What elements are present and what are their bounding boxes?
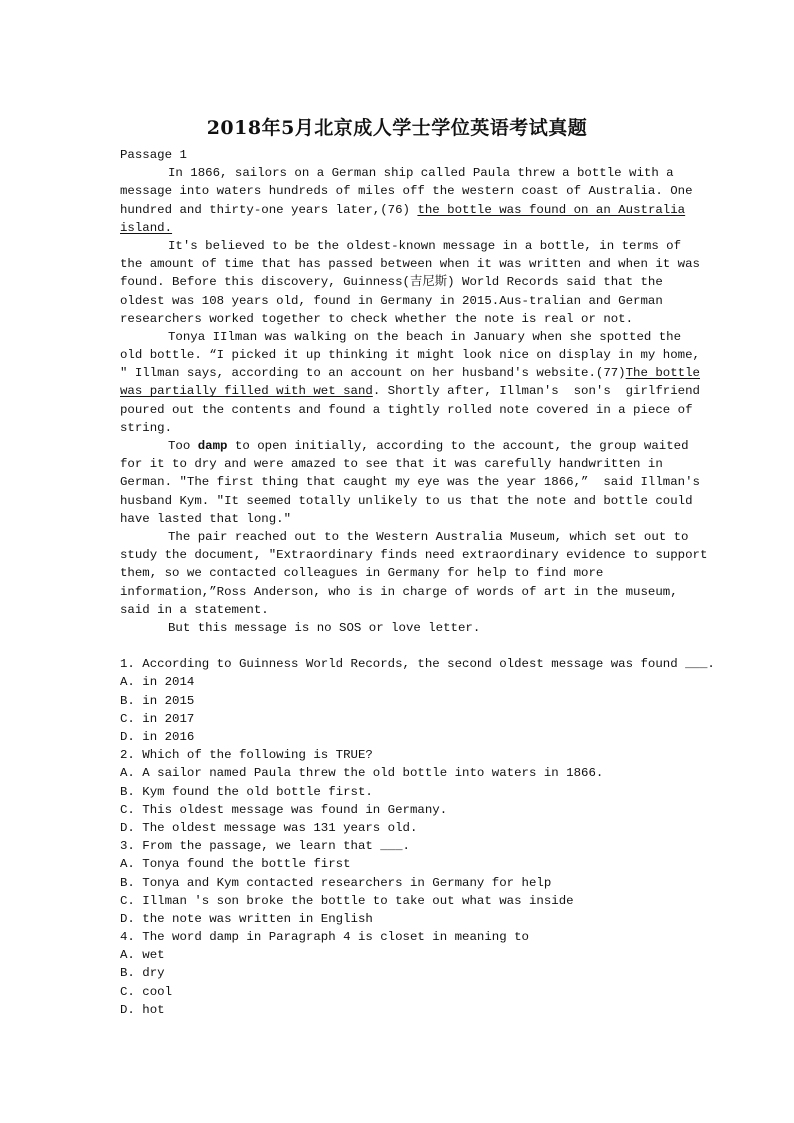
option-d: D. the note was written in English <box>120 911 373 926</box>
option-a: A. Tonya found the bottle first <box>120 857 351 872</box>
text-line <box>120 364 700 382</box>
paragraph-4 <box>120 437 700 528</box>
text-line: message into waters hundreds of miles off the western coast of Australia. One <box>120 184 693 199</box>
text-line: said in a statement. <box>120 602 269 617</box>
text-line: German. "The first thing that caught my eye was the year 1866,” said Illman's <box>120 475 700 490</box>
text-line <box>120 201 686 219</box>
option-d: D. The oldest message was 131 years old. <box>120 820 418 835</box>
text-line: oldest was 108 years old, found in Germany in 2015.Aus-tralian and German <box>120 293 663 308</box>
text-line: old bottle. “I picked it up thinking it might look nice on display in my home, <box>120 348 700 363</box>
paragraph-6 <box>120 619 680 637</box>
question-1 <box>120 655 715 746</box>
option-d: D. in 2016 <box>120 730 195 744</box>
question-stem: 2. Which of the following is TRUE? <box>120 748 373 763</box>
text-line: found. Before this discovery, Guinness(吉尼斯) World Records said that the <box>120 275 663 290</box>
question-4 <box>120 928 680 1019</box>
text-segment: . Shortly after, Illman's son's girlfriend <box>372 384 700 399</box>
option-b: B. Tonya and Kym contacted researchers in Germany for help <box>120 875 552 890</box>
text-line: The pair reached out to the Western Australia Museum, which set out to <box>168 529 689 544</box>
text-line: poured out the contents and found a tightly rolled note covered in a piece of <box>120 402 693 417</box>
question-stem: 4. The word damp in Paragraph 4 is closet in meaning to <box>120 930 529 945</box>
option-b: B. in 2015 <box>120 693 195 708</box>
text-line: study the document, "Extraordinary finds need extraordinary evidence to support <box>120 548 708 563</box>
text-line: In 1866, sailors on a German ship called Paula threw a bottle with a <box>168 166 674 181</box>
option-c: C. cool <box>120 984 173 999</box>
option-d: D. hot <box>120 1002 165 1017</box>
text-segment: " Illman says, according to an account on her husband's website.(77) <box>120 366 626 381</box>
text-line: the amount of time that has passed between when it was written and when it was <box>120 257 700 272</box>
text-line: have lasted that long." <box>120 511 292 526</box>
page-title: 2018年5月北京成人学士学位英语考试真题 <box>206 117 588 139</box>
option-b: B. dry <box>120 966 165 981</box>
bold-word-damp: damp <box>197 439 228 453</box>
text-line: It's believed to be the oldest-known message in a bottle, in terms of <box>168 238 682 253</box>
text-line: them, so we contacted colleagues in Germany for help to find more <box>120 566 604 581</box>
paragraph-2 <box>120 237 700 328</box>
question-stem: 1. According to Guinness World Records, the second oldest message was found ___. <box>120 657 715 672</box>
text-line <box>120 437 689 455</box>
text-segment: to open initially, according to the account, the group waited <box>227 439 689 453</box>
passage-label: Passage 1 <box>120 148 187 162</box>
document-body <box>120 146 715 1019</box>
question-2 <box>120 746 680 837</box>
text-line: researchers worked together to check whether the note is real or not. <box>120 311 634 326</box>
underlined-answer-76: the bottle was found on an Australia <box>417 202 686 217</box>
text-line <box>120 382 700 400</box>
text-line: for it to dry and were amazed to see that it was carefully handwritten in <box>120 457 663 472</box>
option-c: C. in 2017 <box>120 711 195 726</box>
option-a: A. in 2014 <box>120 675 195 690</box>
underlined-answer-77-cont: was partially filled with wet sand <box>120 384 373 399</box>
text-segment: Too <box>168 439 198 453</box>
text-line: information,”Ross Anderson, who is in charge of words of art in the museum, <box>120 584 678 599</box>
text-line: But this message is no SOS or love letter. <box>168 620 481 635</box>
text-segment: hundred and thirty-one years later,(76) <box>120 202 418 217</box>
option-a: A. A sailor named Paula threw the old bottle into waters in 1866. <box>120 766 604 781</box>
paragraph-1 <box>120 164 693 237</box>
option-c: C. Illman 's son broke the bottle to take out what was inside <box>120 893 574 908</box>
option-a: A. wet <box>120 948 165 963</box>
text-line: string. <box>120 420 173 435</box>
text-line: Tonya IIlman was walking on the beach in January when she spotted the <box>168 329 682 344</box>
text-line: husband Kym. "It seemed totally unlikely to us that the note and bottle could <box>120 493 693 508</box>
question-3 <box>120 837 680 928</box>
question-stem: 3. From the passage, we learn that ___. <box>120 839 410 854</box>
paragraph-3 <box>120 328 700 437</box>
paragraph-5 <box>120 528 708 619</box>
underlined-answer-76-cont: island. <box>120 220 173 235</box>
underlined-answer-77: The bottle <box>625 366 700 381</box>
option-b: B. Kym found the old bottle first. <box>120 784 373 799</box>
option-c: C. This oldest message was found in Germany. <box>120 802 448 817</box>
spacer <box>120 637 680 655</box>
